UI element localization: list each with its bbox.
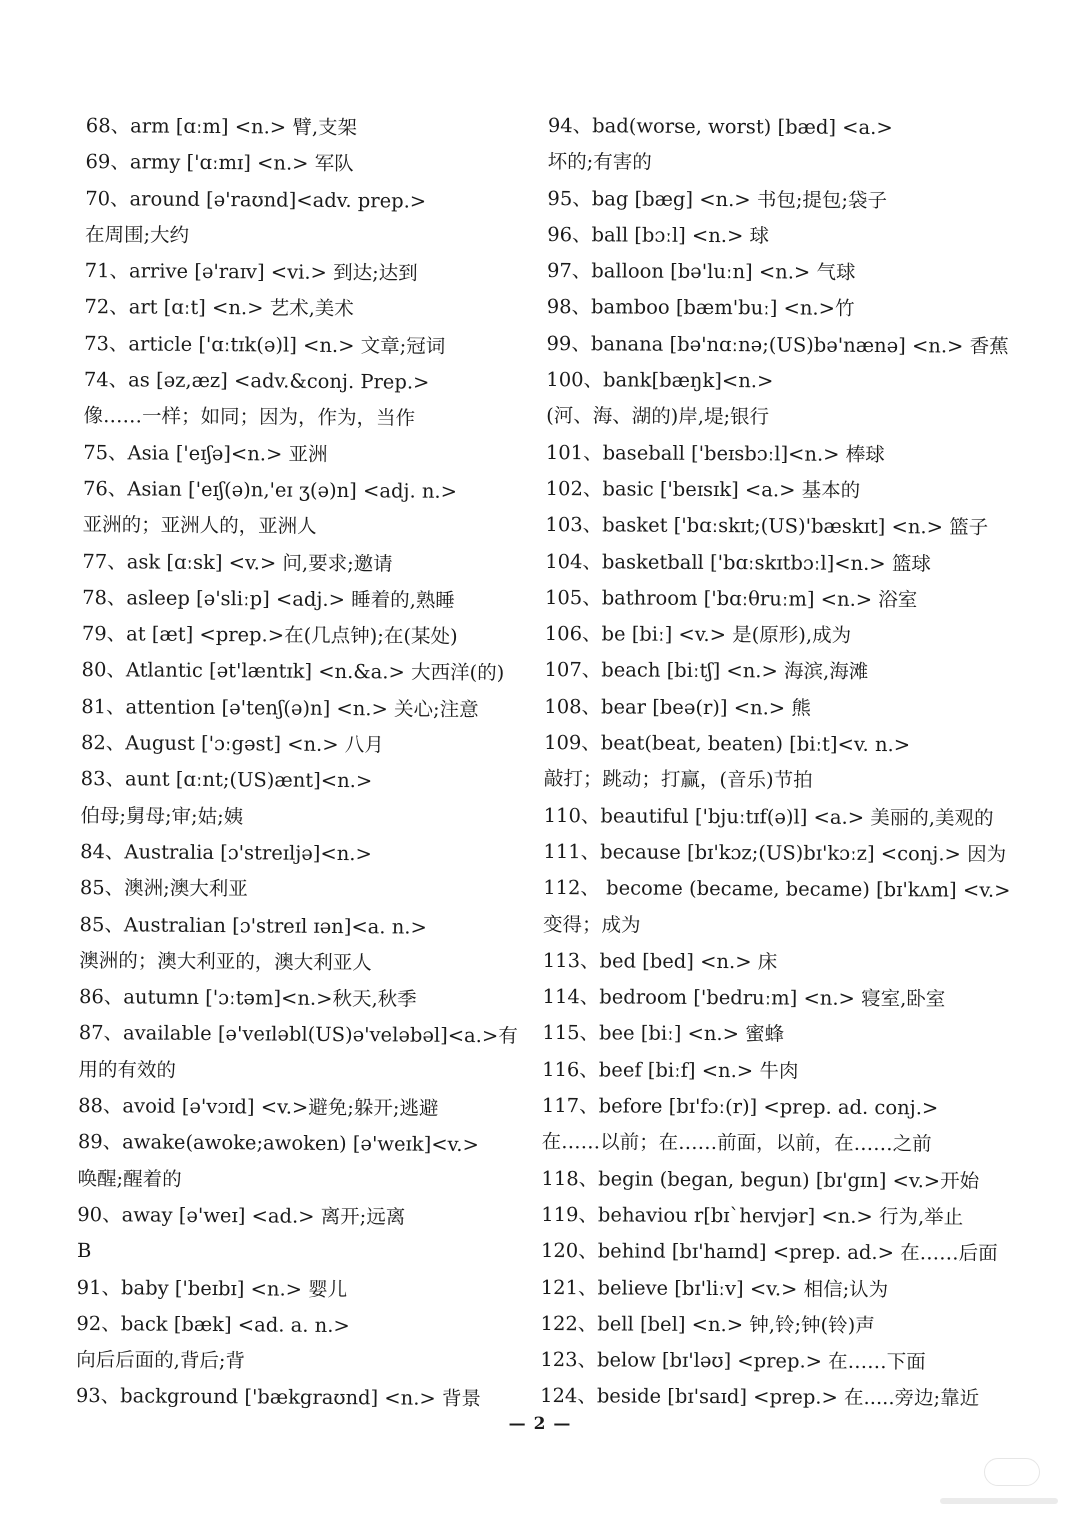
vocab-line: 95、bag [bæg] <n.> 书包;提包;袋子: [547, 186, 888, 212]
vocab-line: 86、autumn ['ɔːtəm]<n.>秋天,秋季: [78, 985, 417, 1011]
vocab-line: 116、beef [biːf] <n.> 牛肉: [542, 1057, 799, 1083]
vocab-line: 108、bear [beə(r)] <n.> 熊: [544, 694, 811, 720]
vocab-line: 90、away [ə'weɪ] <ad.> 离开;远离: [77, 1202, 406, 1229]
vocab-line: (河、海、湖的)岸,堤;银行: [546, 404, 770, 429]
watermark-logo: [938, 1458, 1058, 1510]
vocab-line: 83、aunt [ɑːnt;(US)ænt]<n.>: [80, 767, 373, 793]
vocab-line: 亚洲的；亚洲人的，亚洲人: [82, 513, 317, 539]
vocab-line: 111、because [bɪ'kɔz;(US)bɪ'kɔːz] <conj.> 因为: [543, 839, 1007, 866]
vocab-line: 敲打；跳动；打赢，(音乐)节拍: [543, 767, 813, 792]
vocab-line: 74、as [əz,æz] <adv.&conj. Prep.>: [83, 368, 430, 394]
vocab-line: 104、basketball ['bɑːskɪtbɔːl]<n.> 篮球: [545, 549, 931, 575]
vocab-line: 112、 become (became, became) [bɪ'kʌm] <v.>: [543, 876, 1011, 903]
vocab-line: 坏的;有害的: [547, 150, 652, 174]
vocab-line: 澳洲的；澳大利亚的，澳大利亚人: [79, 948, 372, 975]
vocab-line: 98、bamboo [bæm'buː] <n.>竹: [546, 295, 855, 321]
vocab-line: 85、澳洲;澳大利亚: [79, 876, 248, 901]
left-column: [76, 108, 516, 1418]
vocab-line: 117、before [bɪ'fɔː(r)] <prep. ad. conj.>: [541, 1093, 939, 1120]
vocab-line: 96、ball [bɔːl] <n.> 球: [547, 222, 770, 248]
vocab-line: 118、begin (began, begun) [bɪ'gɪn] <v.>开始: [541, 1166, 980, 1193]
vocab-line: 在……以前；在……前面，以前，在……之前: [541, 1130, 932, 1156]
vocab-line: 84、Australia [ɔ'streɪljə]<n.>: [80, 839, 372, 866]
vocab-line: 110、beautiful ['bjuːtɪf(ə)l] <a.> 美丽的,美观的: [543, 803, 994, 830]
vocab-line: 120、behind [bɪ'haɪnd] <prep. ad.> 在……后面: [540, 1239, 998, 1265]
vocab-line: 像……一样；如同；因为，作为，当作: [83, 404, 416, 430]
vocab-line: 114、bedroom ['bedruːm] <n.> 寝室,卧室: [542, 985, 946, 1011]
vocab-line: 97、balloon [bə'luːn] <n.> 气球: [546, 259, 856, 285]
vocab-line: 100、bank[bæŋk]<n.>: [546, 368, 774, 393]
vocab-line: 73、article ['ɑːtɪk(ə)l] <n.> 文章;冠词: [84, 331, 446, 358]
vocab-line: 93、background ['bækgraʊnd] <n.> 背景: [75, 1384, 482, 1411]
vocab-line: 89、awake(awoke;awoken) [ə'weɪk]<v.>: [77, 1130, 479, 1157]
vocab-line: 99、banana [bə'nɑːnə;(US)bə'nænə] <n.> 香蕉: [546, 331, 1009, 358]
vocab-line: 变得；成为: [542, 912, 641, 937]
vocab-line: 75、Asia ['eɪʃə]<n.> 亚洲: [83, 440, 328, 466]
vocab-line: 77、ask [ɑːsk] <v.> 问,要求;邀请: [82, 549, 393, 575]
vocab-line: 72、art [ɑːt] <n.> 艺术,美术: [84, 295, 354, 321]
vocab-line: 124、beside [bɪ'saɪd] <prep.> 在.....旁边;靠近: [540, 1384, 980, 1411]
vocab-line: 106、be [biː] <v.> 是(原形),成为: [544, 622, 852, 648]
vocab-line: 101、baseball ['beɪsbɔːl]<n.> 棒球: [545, 440, 885, 466]
vocab-line: 80、Atlantic [ət'læntɪk] <n.&a.> 大西洋(的): [81, 658, 505, 685]
vocab-line: 79、at [æt] <prep.>在(几点钟);在(某处): [81, 622, 458, 649]
vocab-line: 102、basic ['beɪsɪk] <a.> 基本的: [545, 476, 861, 502]
vocab-line: 向后后面的,背后;背: [76, 1348, 246, 1373]
vocab-line: 68、arm [ɑːm] <n.> 臂,支架: [85, 113, 358, 140]
vocab-line: 115、bee [biː] <n.> 蜜蜂: [542, 1021, 785, 1046]
vocab-line: 87、available [ə'veɪləbl(US)ə'veləbəl]<a.>有: [78, 1021, 518, 1048]
vocab-line: 76、Asian ['eɪʃ(ə)n,'eɪ ʒ(ə)n] <adj. n.>: [82, 476, 458, 503]
watermark-logo-icon: [984, 1458, 1040, 1486]
vocab-line: 伯母;舅母;审;姑;姨: [80, 803, 244, 828]
vocab-line: 82、August ['ɔːgəst] <n.> 八月: [80, 731, 384, 757]
vocab-line: 107、beach [biːtʃ] <n.> 海滨,海滩: [544, 658, 869, 684]
vocab-line: 121、believe [bɪ'liːv] <v.> 相信;认为: [540, 1275, 889, 1301]
vocab-line: 用的有效的: [78, 1057, 177, 1082]
vocab-line: B: [76, 1239, 92, 1263]
vocab-line: 92、back [bæk] <ad. a. n.>: [76, 1311, 350, 1337]
watermark-id-mark: [940, 1498, 1058, 1504]
vocab-line: 109、beat(beat, beaten) [biːt]<v. n.>: [544, 731, 911, 757]
vocab-line: 88、avoid [ə'vɔɪd] <v.>避免;躲开;逃避: [78, 1093, 439, 1120]
vocab-line: 105、bathroom ['bɑːθruːm] <n.> 浴室: [544, 585, 918, 612]
vocab-line: 123、below [bɪ'ləʊ] <prep.> 在……下面: [540, 1348, 926, 1374]
vocab-line: 70、around [ə'raʊnd]<adv. prep.>: [85, 186, 427, 213]
vocab-line: 113、bed [bed] <n.> 床: [542, 948, 778, 974]
vocab-line: 71、arrive [ə'raɪv] <vi.> 到达;达到: [84, 259, 418, 285]
vocab-line: 69、army ['ɑːmɪ] <n.> 军队: [85, 150, 354, 176]
vocab-line: 94、bad(worse, worst) [bæd] <a.>: [547, 113, 893, 140]
vocab-line: 91、baby ['beɪbɪ] <n.> 婴儿: [76, 1275, 348, 1301]
vocab-line: 唤醒;醒着的: [77, 1166, 182, 1191]
vocab-line: 85、Australian [ɔ'streɪl ɪən]<a. n.>: [79, 912, 427, 939]
vocab-line: 在周围;大约: [84, 222, 190, 247]
page-number: — 2 —: [508, 1414, 572, 1434]
vocab-line: 81、attention [ə'tenʃ(ə)n] <n.> 关心;注意: [81, 694, 479, 721]
vocab-line: 78、asleep [ə'sliːp] <adj.> 睡着的,熟睡: [82, 585, 455, 612]
vocab-line: 103、basket ['bɑːskɪt;(US)'bæskɪt] <n.> 篮子: [545, 513, 989, 539]
right-column: [540, 108, 1011, 1417]
vocab-line: 122、bell [bel] <n.> 钟,铃;钟(铃)声: [540, 1311, 875, 1337]
vocab-line: 119、behaviou r[bɪ`heɪvjər] <n.> 行为,举止: [541, 1202, 964, 1229]
